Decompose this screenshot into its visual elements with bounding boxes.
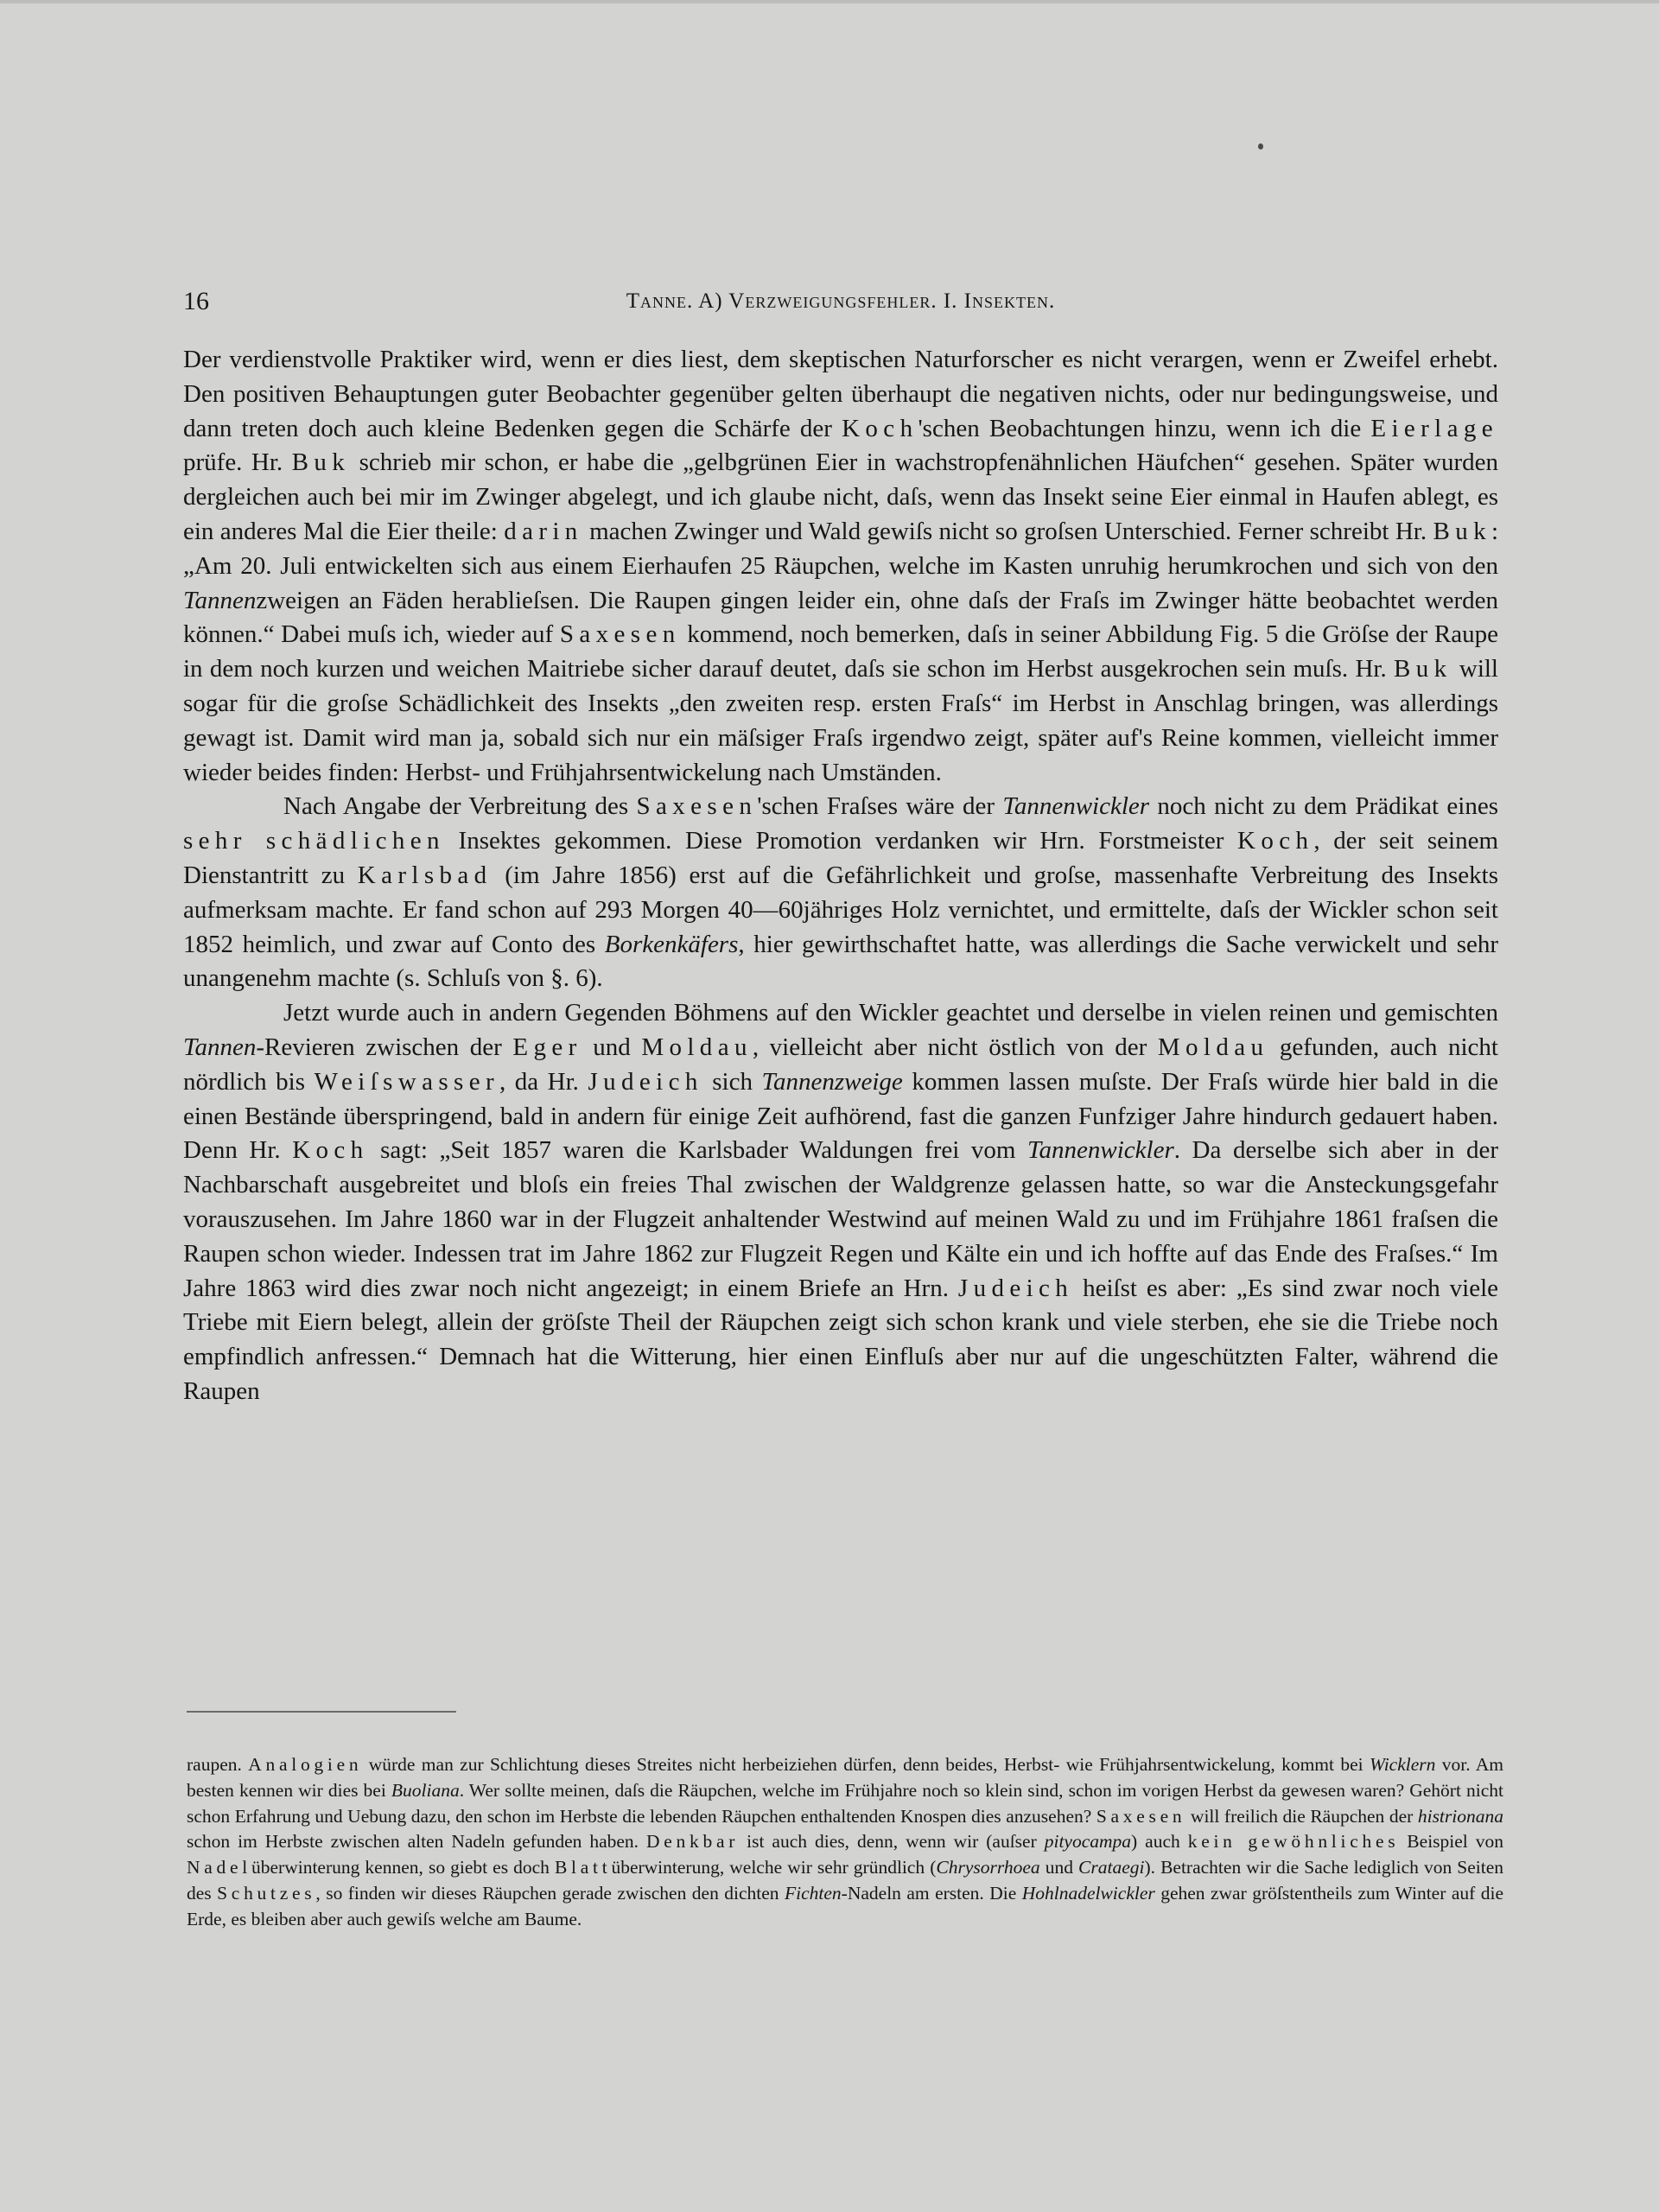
italic-term: Fichten xyxy=(785,1882,842,1904)
text-run: sich xyxy=(702,1067,762,1096)
italic-term: Borkenkäfers xyxy=(604,930,739,958)
main-text xyxy=(183,343,1498,1409)
italic-term: Wicklern xyxy=(1369,1754,1436,1775)
text-run: kommend, noch bemerken, daſs in seiner Abbildung Fig. 5 die Gröſse der Raupe in dem noch kurzen und weichen Maitriebe sicher darauf deutet, daſs sie schon im Herbst ausgekrochen sein muſs. Hr. xyxy=(183,620,1499,683)
text-run: gefunden, auch nicht nördlich bis xyxy=(183,1033,1498,1096)
spaced-name: Buk xyxy=(1394,655,1452,683)
text-run: machen Zwinger und Wald gewiſs nicht so groſsen Unterschied. Ferner schreibt Hr. xyxy=(582,517,1433,545)
text-run: schon im Herbste zwischen alten Nadeln gefunden haben. xyxy=(187,1831,647,1853)
text-run: , hier gewirthschaftet hatte, was allerdings die Sache verwickelt und sehr unangenehm machte (s. Schluſs von §. 6). xyxy=(183,930,1499,993)
spaced-name: Koch xyxy=(842,414,918,442)
text-run: ). Betrachten wir die Sache lediglich von Seiten des xyxy=(187,1857,1503,1904)
spaced-place: Karlsbad xyxy=(357,861,493,889)
italic-term: Hohlnadelwickler xyxy=(1021,1882,1155,1904)
text-run: Nach Angabe der Verbreitung des xyxy=(283,792,637,821)
text-run: überwinterung, welche wir sehr gründlich ( xyxy=(611,1857,937,1878)
text-run: zweigen an Fäden herablieſsen. Die Raupen gingen leider ein, ohne daſs der Fraſs im Zwinger hätte beobachtet werden können.“ Dabei muſs ich, wieder auf xyxy=(183,586,1498,649)
text-run: kommen lassen muſste. Der Fraſs würde hier bald in die einen Bestände überspringend, bald in andern für einige Zeit aufhörend, fast die ganzen Funfziger Jahre hindurch gedauert haben. Denn Hr. xyxy=(183,1067,1498,1165)
text-run: (im Jahre 1856) erst auf die Gefährlichkeit und groſse, massenhafte Verbreitung des Insekts aufmerksam machte. Er fand schon auf 293 Morgen 40—60jähriges Holz vernichtet, und ermittelte, daſs der Wickler schon seit 1852 heimlich, und zwar auf Conto des xyxy=(183,861,1499,958)
italic-term: Buoliana xyxy=(391,1779,460,1801)
spaced-term: Eierlage xyxy=(1370,414,1498,442)
text-run: will sogar für die groſse Schädlichkeit des Insekts „den zweiten resp. ersten Fraſs“ im Herbst in Anschlag bringen, was allerdings gewagt ist. Damit wird man ja, sobald sich nur ein mäſsiger Fraſs irgendwo zeigt, später auf's Reine kommen, vielleicht immer wieder beides finden: Herbst- und Frühjahrsentwickelung nach Umständen. xyxy=(183,655,1498,786)
text-run: gehen zwar gröſstentheils zum Winter auf die Erde, es bleiben aber auch gewiſs welche am Baume. xyxy=(187,1882,1503,1929)
text-run: vor. Am besten kennen wir dies bei xyxy=(187,1754,1504,1801)
text-run: Jetzt wurde auch in andern Gegenden Böhmens auf den Wickler geachtet und derselbe in vielen reinen und gemischten xyxy=(283,999,1498,1027)
footnote-rule xyxy=(187,1711,456,1713)
text-run: , so finden wir dieses Räupchen gerade zwischen den dichten xyxy=(315,1882,785,1904)
text-run: . Wer sollte meinen, daſs die Räupchen, welche im Frühjahre noch so klein sind, schon im vorigen Herbst da gewesen waren? Gehört nicht schon Erfahrung und Uebung dazu, den schon im Herbste die lebenden Räupchen enthaltenden Knospen dies anzusehen? xyxy=(187,1779,1503,1827)
spaced-place: Moldau xyxy=(1157,1033,1269,1061)
text-run: 'schen Fraſses wäre der xyxy=(757,792,1003,821)
text-run: noch nicht zu dem Prädikat eines xyxy=(1149,792,1498,821)
ink-speck xyxy=(1258,143,1263,149)
text-run: und xyxy=(582,1033,642,1061)
paragraph-1 xyxy=(183,343,1498,790)
text-run: würde man zur Schlichtung dieses Streites nicht herbeiziehen dürfen, denn beides, Herbst- wie Frühjahrsentwickelung, kommt bei xyxy=(362,1754,1370,1775)
italic-term: Tannen xyxy=(183,1033,257,1061)
footnote xyxy=(187,1752,1503,1933)
text-run: will freilich die Räupchen der xyxy=(1185,1805,1418,1827)
spaced-name: Saxesen xyxy=(559,620,681,649)
spaced-term: darin xyxy=(504,517,583,545)
text-run: Beispiel von xyxy=(1399,1831,1503,1853)
text-run: , vielleicht aber nicht östlich von der xyxy=(752,1033,1158,1061)
spaced-term: sehr schädlichen xyxy=(183,827,445,855)
page-number: 16 xyxy=(183,287,209,315)
running-head: Tanne. A) Verzweigungsfehler. I. Insekten. xyxy=(626,289,1056,313)
page-header xyxy=(183,285,1498,321)
text-run: Insektes gekommen. Diese Promotion verdanken wir Hrn. Forstmeister xyxy=(444,827,1238,855)
spaced-name: Koch xyxy=(1237,827,1314,855)
text-run: sagt: „Seit 1857 waren die Karlsbader Waldungen frei vom xyxy=(368,1136,1028,1165)
paragraph-2 xyxy=(183,790,1498,996)
spaced-place: Eger xyxy=(512,1033,582,1061)
paragraph-3 xyxy=(183,996,1498,1409)
italic-term: Crataegi xyxy=(1078,1857,1145,1878)
spaced-place: Moldau xyxy=(641,1033,753,1061)
italic-term: Tannen xyxy=(183,586,257,614)
text-run: heiſst es aber: „Es sind zwar noch viele Triebe mit Eiern belegt, allein der gröſste Theil der Räupchen zeigt sich schon krank und viele sterben, ehe sie die Triebe noch empfindlich anfressen.“ Demnach hat die Witterung, hier einen Einfluſs aber nur auf die ungeschützten Falter, während die Raupen xyxy=(183,1274,1499,1405)
text-run: Der verdienstvolle Praktiker wird, wenn er dies liest, dem skeptischen Naturforscher es nicht verargen, wenn er Zweifel erhebt. Den positiven Behauptungen guter Beobachter gegenüber gelten überhaupt die negativen nichts, oder nur bedingungsweise, und dann treten doch auch kleine Bedenken gegen die Schärfe der xyxy=(183,346,1498,442)
italic-term: pityocampa xyxy=(1044,1831,1132,1853)
text-run: raupen. xyxy=(187,1754,249,1775)
text-run: -Revieren zwischen der xyxy=(256,1033,513,1061)
spaced-name: Buk xyxy=(1433,517,1491,545)
spaced-place: Weiſswasser xyxy=(314,1067,499,1096)
text-run: : „Am 20. Juli entwickelten sich aus einem Eierhaufen 25 Räupchen, welche im Kasten unruhig herumkrochen und sich von den xyxy=(183,517,1499,580)
text-run: schrieb mir schon, er habe die „gelbgrünen Eier in wachstropfenähnlichen Häufchen“ gesehen. Später wurden dergleichen auch bei mir im Zwinger abgelegt, und ich glaube nicht, daſs, wenn das Insekt seine Eier einmal in Haufen ablegt, es ein anderes Mal die Eier theile: xyxy=(183,448,1498,545)
text-run: überwinterung kennen, so giebt es doch xyxy=(251,1857,555,1878)
spaced-term: Blatt xyxy=(554,1857,612,1878)
spaced-term: Denkbar xyxy=(646,1831,740,1853)
footnote-text xyxy=(187,1752,1503,1933)
text-run: ) auch xyxy=(1131,1831,1188,1853)
spaced-term: Nadel xyxy=(187,1857,251,1878)
text-run: -Nadeln am ersten. Die xyxy=(841,1882,1022,1904)
text-run: 'schen Beobachtungen hinzu, wenn ich die xyxy=(918,414,1371,442)
spaced-name: Judeich xyxy=(957,1274,1074,1302)
italic-term: Tannenzweige xyxy=(761,1067,903,1096)
spaced-term: Analogien xyxy=(248,1754,363,1775)
spaced-name: Saxesen xyxy=(636,792,758,821)
italic-term: Tannenwickler xyxy=(1027,1136,1174,1165)
text-run: . Da derselbe sich aber in der Nachbarschaft ausgebreitet und bloſs ein freies Thal zwischen der Waldgrenze gelassen hatte, so war die Ansteckungsgefahr vorauszusehen. Im Jahre 1860 war in der Flugzeit anhaltender Westwind auf meinen Wald zu und im Frühjahre 1861 fraſsen die Raupen schon wieder. Indessen trat im Jahre 1862 zur Flugzeit Regen und Kälte ein und ich hoffte auf das Ende des Fraſses.“ Im Jahre 1863 wird dies zwar noch nicht angezeigt; in einem Briefe an Hrn. xyxy=(183,1136,1498,1302)
text-run: prüfe. Hr. xyxy=(183,448,292,477)
italic-term: Chrysorrhoea xyxy=(936,1857,1040,1878)
spaced-name: Koch xyxy=(292,1136,369,1165)
italic-term: histrionana xyxy=(1417,1805,1503,1827)
text-run: ist auch dies, denn, wenn wir (auſser xyxy=(739,1831,1045,1853)
text-run: , da Hr. xyxy=(499,1067,588,1096)
spaced-term: Schutzes xyxy=(217,1882,316,1904)
italic-term: Tannenwickler xyxy=(1002,792,1150,821)
page-top-edge xyxy=(0,0,1659,3)
spaced-name: Judeich xyxy=(588,1067,703,1096)
spaced-term: kein gewöhnliches xyxy=(1187,1831,1400,1853)
spaced-name: Saxesen xyxy=(1096,1805,1186,1827)
text-run: , der seit seinem Dienstantritt zu xyxy=(183,827,1498,889)
text-run: und xyxy=(1039,1857,1079,1878)
spaced-name: Buk xyxy=(291,448,351,477)
